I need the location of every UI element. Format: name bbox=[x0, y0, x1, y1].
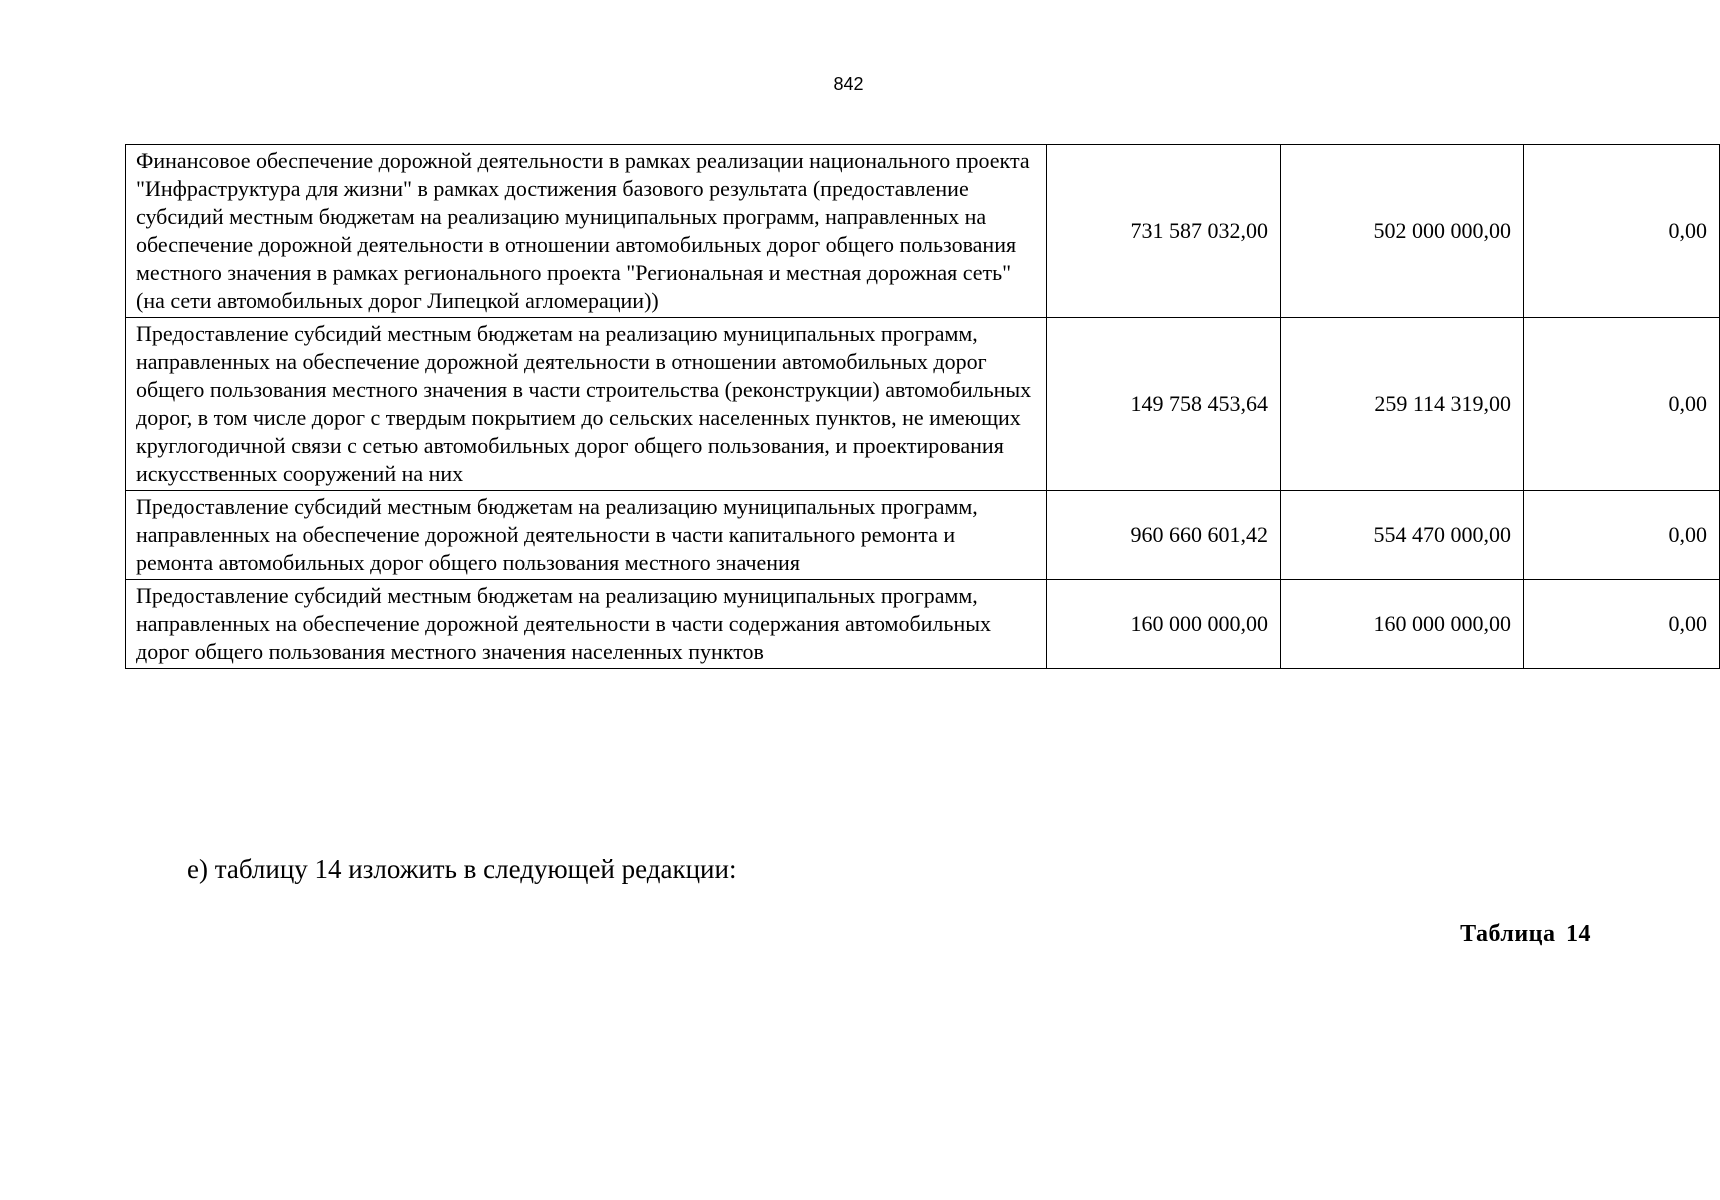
row-value-1: 731 587 032,00 bbox=[1047, 145, 1281, 318]
row-value-3: 0,00 bbox=[1524, 318, 1720, 491]
row-value-3: 0,00 bbox=[1524, 145, 1720, 318]
row-value-2: 259 114 319,00 bbox=[1281, 318, 1524, 491]
row-description: Предоставление субсидий местным бюджетам на реализацию муниципальных программ, направленных на обеспечение дорожной деятельности в отношении автомобильных дорог общего пользования местного значения в части строительства (реконструкции) автомобильных дорог, в том числе дорог с твердым покрытием до сельских населенных пунктов, не имеющих круглогодичной связи с сетью автомобильных дорог общего пользования, и проектирования искусственных сооружений на них bbox=[126, 318, 1047, 491]
instruction-text: е) таблицу 14 изложить в следующей редакции: bbox=[187, 854, 737, 884]
row-value-2: 502 000 000,00 bbox=[1281, 145, 1524, 318]
row-value-2: 160 000 000,00 bbox=[1281, 580, 1524, 669]
table-row bbox=[126, 491, 1720, 580]
row-value-3: 0,00 bbox=[1524, 580, 1720, 669]
row-description: Предоставление субсидий местным бюджетам на реализацию муниципальных программ, направленных на обеспечение дорожной деятельности в части содержания автомобильных дорог общего пользования местного значения населенных пунктов bbox=[126, 580, 1047, 669]
row-value-2: 554 470 000,00 bbox=[1281, 491, 1524, 580]
row-value-1: 960 660 601,42 bbox=[1047, 491, 1281, 580]
row-value-3: 0,00 bbox=[1524, 491, 1720, 580]
row-value-1: 160 000 000,00 bbox=[1047, 580, 1281, 669]
row-description: Финансовое обеспечение дорожной деятельности в рамках реализации национального проекта "Инфраструктура для жизни" в рамках достижения базового результата (предоставление субсидий местным бюджетам на реализацию муниципальных программ, направленных на обеспечение дорожной деятельности в отношении автомобильных дорог общего пользования местного значения в рамках регионального проекта "Региональная и местная дорожная сеть" (на сети автомобильных дорог Липецкой агломерации)) bbox=[126, 145, 1047, 318]
row-value-1: 149 758 453,64 bbox=[1047, 318, 1281, 491]
row-description: Предоставление субсидий местным бюджетам на реализацию муниципальных программ, направленных на обеспечение дорожной деятельности в части капитального ремонта и ремонта автомобильных дорог общего пользования местного значения bbox=[126, 491, 1047, 580]
page-number: 842 bbox=[833, 74, 864, 94]
table-caption: Таблица 14 bbox=[1460, 921, 1591, 947]
table-row bbox=[126, 580, 1720, 669]
table-row bbox=[126, 145, 1720, 318]
budget-table bbox=[125, 144, 1720, 669]
table-row bbox=[126, 318, 1720, 491]
